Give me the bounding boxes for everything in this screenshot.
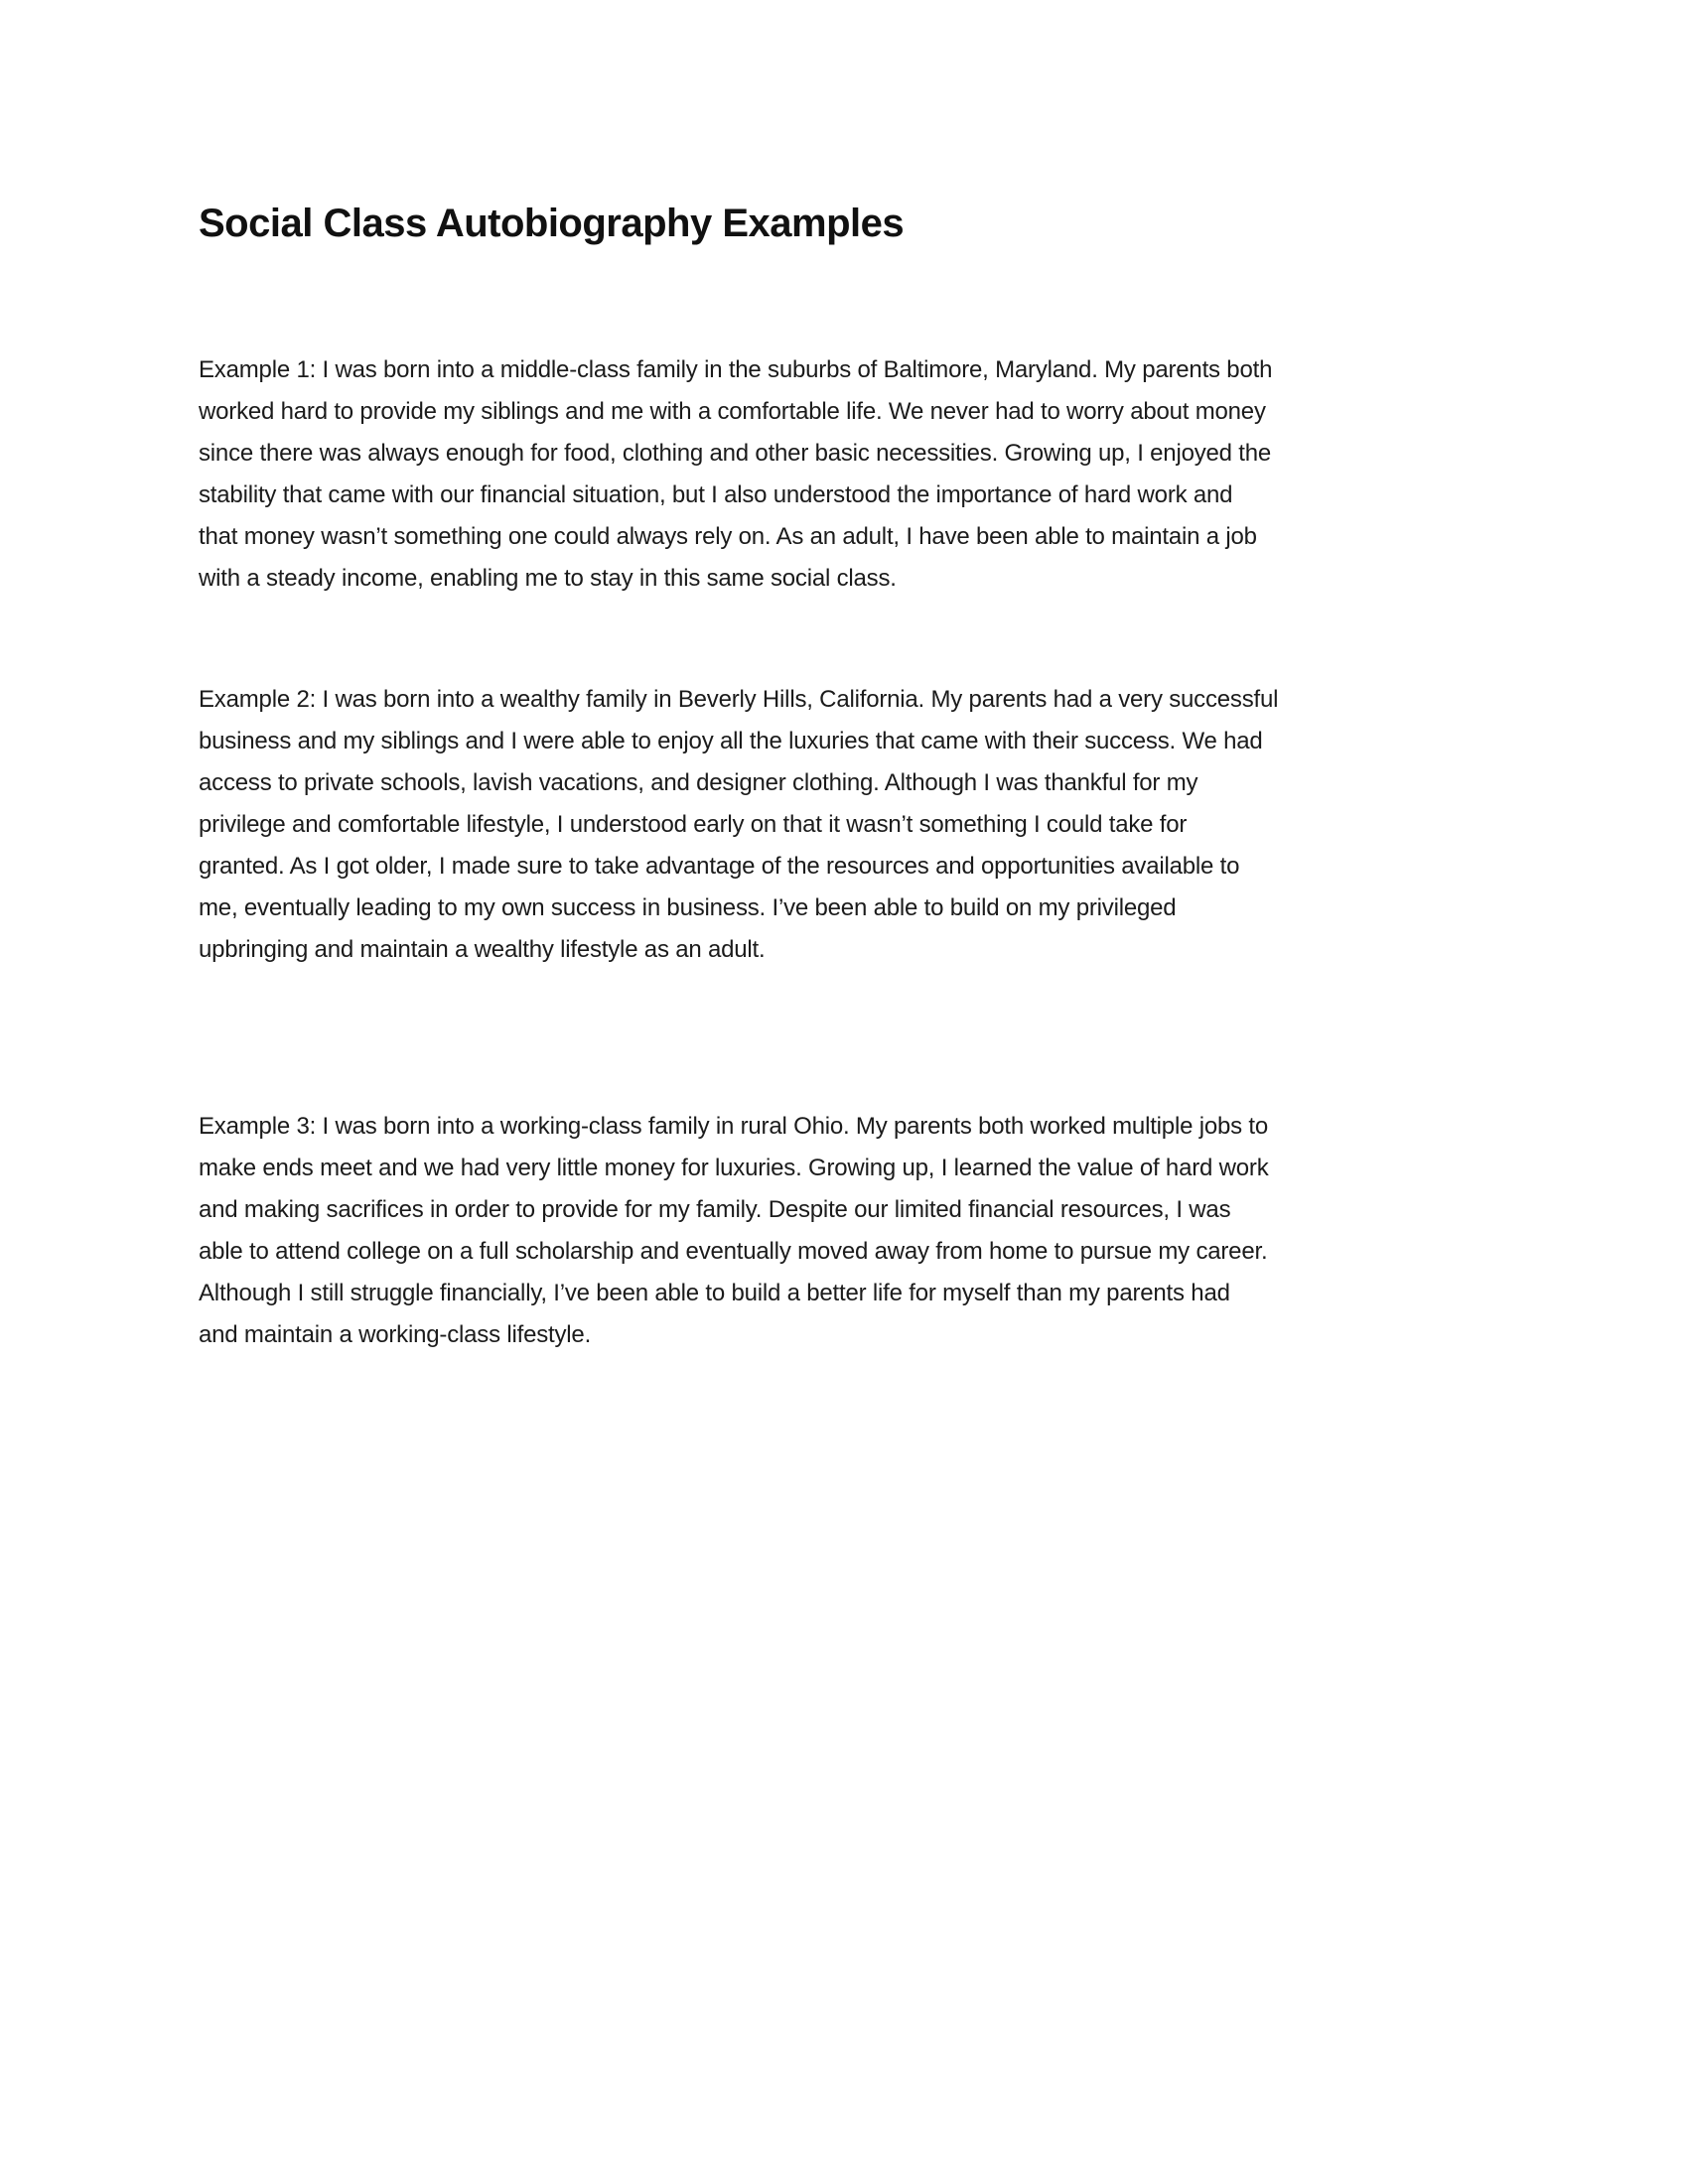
text-line: Example 2: I was born into a wealthy family in Beverly Hills, California. My parents had a very successful	[199, 686, 1279, 713]
text-line: Although I still struggle financially, I’ve been able to build a better life for myself than my parents had	[199, 1280, 1230, 1306]
text-line: that money wasn’t something one could always rely on. As an adult, I have been able to maintain a job	[199, 523, 1257, 550]
text-line: Example 3: I was born into a working-class family in rural Ohio. My parents both worked multiple jobs to	[199, 1113, 1269, 1140]
page-title: Social Class Autobiography Examples	[199, 202, 905, 245]
text-line: privilege and comfortable lifestyle, I understood early on that it wasn’t something I could take for	[199, 811, 1188, 838]
text-line: granted. As I got older, I made sure to take advantage of the resources and opportunities available to	[199, 853, 1240, 880]
text-line: stability that came with our financial situation, but I also understood the importance of hard work and	[199, 481, 1233, 508]
text-line: upbringing and maintain a wealthy lifestyle as an adult.	[199, 936, 766, 963]
paragraph-example-2	[199, 679, 1489, 971]
text-line: make ends meet and we had very little money for luxuries. Growing up, I learned the value of hard work	[199, 1155, 1269, 1181]
text-line: worked hard to provide my siblings and me with a comfortable life. We never had to worry about money	[199, 398, 1266, 425]
text-line: and making sacrifices in order to provide for my family. Despite our limited financial resources, I was	[199, 1196, 1231, 1223]
text-line: with a steady income, enabling me to stay in this same social class.	[199, 565, 897, 592]
text-line: access to private schools, lavish vacations, and designer clothing. Although I was thankful for my	[199, 769, 1198, 796]
text-line: business and my siblings and I were able to enjoy all the luxuries that came with their success. We had	[199, 728, 1263, 754]
paragraph-example-1	[199, 349, 1489, 600]
text-line: since there was always enough for food, clothing and other basic necessities. Growing up, I enjoyed the	[199, 440, 1272, 467]
text-line: and maintain a working-class lifestyle.	[199, 1321, 592, 1348]
text-line: Example 1: I was born into a middle-class family in the suburbs of Baltimore, Maryland. My parents both	[199, 356, 1273, 383]
paragraph-example-3	[199, 1106, 1489, 1356]
text-line: able to attend college on a full scholarship and eventually moved away from home to pursue my career.	[199, 1238, 1268, 1265]
text-line: me, eventually leading to my own success in business. I’ve been able to build on my privileged	[199, 894, 1177, 921]
